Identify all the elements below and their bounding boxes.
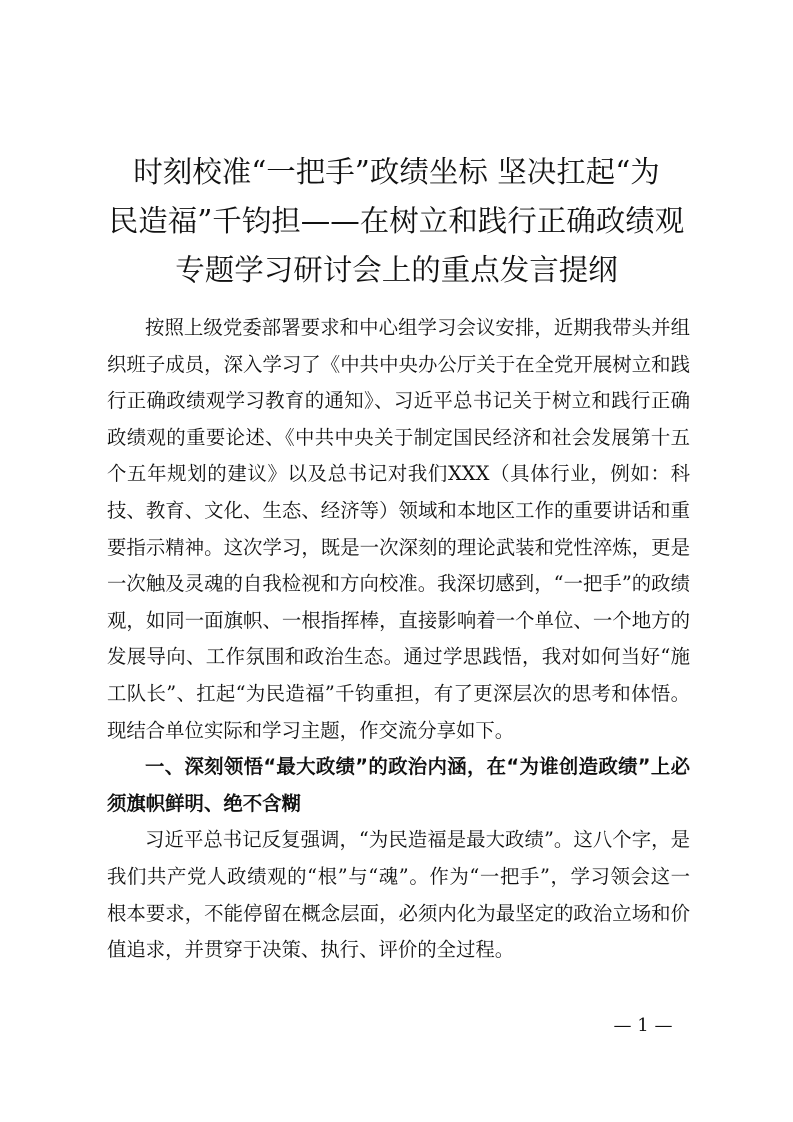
document-title — [100, 148, 693, 295]
section-heading: 一、深刻领悟“最大政绩”的政治内涵，在“为谁创造政绩”上必须旗帜鲜明、绝不含糊 — [107, 755, 690, 815]
title-line: 民造福”千钧担——在树立和践行正确政绩观 — [108, 204, 685, 238]
title-line: 专题学习研讨会上的重点发言提纲 — [175, 253, 618, 287]
section-paragraph: 习近平总书记反复强调，“为民造福是最大政绩”。这八个字，是我们共产党人政绩观的“根”与“魂”。作为“一把手”，学习领会这一根本要求，不能停留在概念层面，必须内化为最坚定的政治立场和价值追求，并贯穿于决策、执行、评价的全过程。 — [107, 828, 690, 962]
title-line: 时刻校准“一把手”政绩坐标 坚决扛起“为 — [133, 155, 660, 189]
page-number: — 1 — — [613, 1015, 673, 1036]
intro-paragraph: 按照上级党委部署要求和中心组学习会议安排，近期我带头并组织班子成员，深入学习了《中共中央办公厅关于在全党开展树立和践行正确政绩观学习教育的通知》、习近平总书记关于树立和践行正确政绩观的重要论述、《中共中央关于制定国民经济和社会发展第十五个五年规划的建议》以及总书记对我们XXX（具体行业，例如：科技、教育、文化、生态、经济等）领域和本地区工作的重要讲话和重要指示精神。这次学习，既是一次深刻的理论武装和党性淬炼，更是一次触及灵魂的自我检视和方向校准。我深切感到，“一把手”的政绩观，如同一面旗帜、一根指挥棒，直接影响着一个单位、一个地方的发展导向、工作氛围和政治生态。通过学思践悟，我对如何当好“施工队长”、扛起“为民造福”千钧重担，有了更深层次的思考和体悟。现结合单位实际和学习主题，作交流分享如下。 — [107, 316, 690, 742]
document-body — [107, 310, 690, 969]
